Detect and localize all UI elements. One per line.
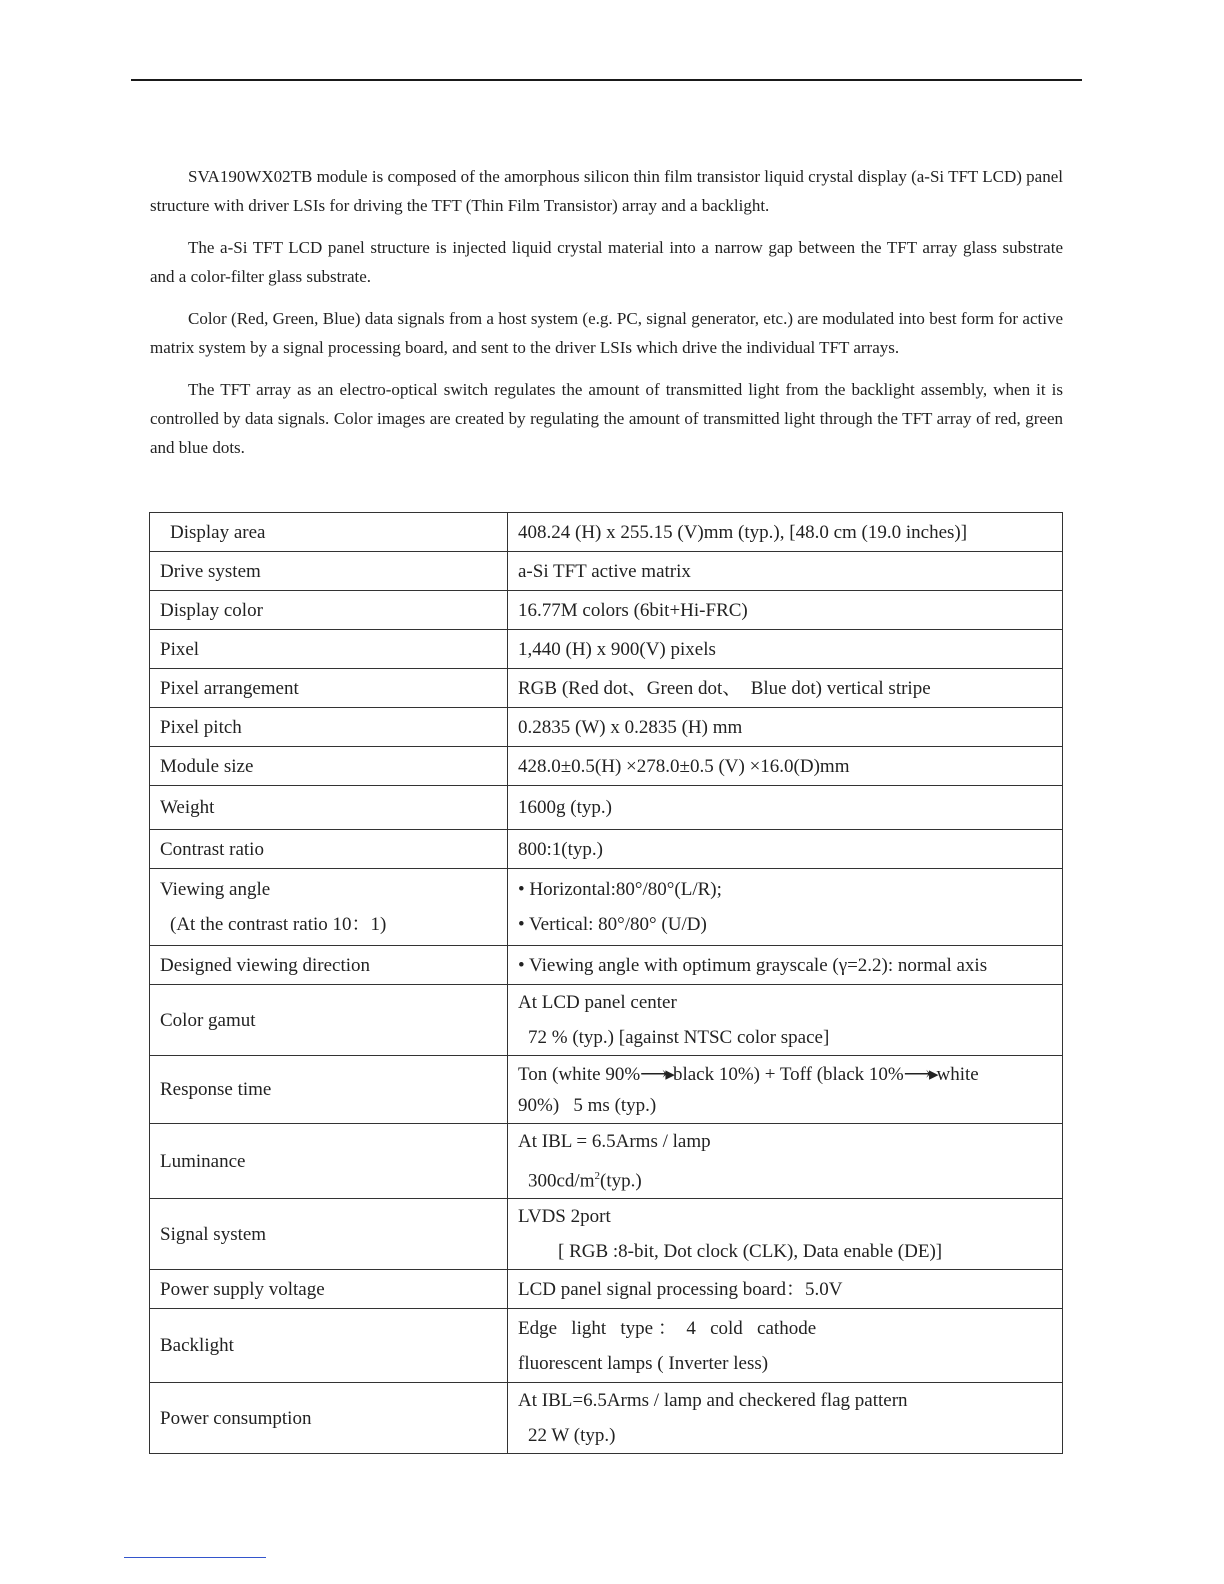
spec-value: RGB (Red dot、Green dot、 Blue dot) vertical stripe <box>508 669 1063 708</box>
spec-value: 408.24 (H) x 255.15 (V)mm (typ.), [48.0 cm (19.0 inches)] <box>508 513 1063 552</box>
table-row <box>150 513 1063 552</box>
table-row <box>150 1309 1063 1383</box>
table-row <box>150 747 1063 786</box>
description <box>150 162 1063 475</box>
table-row <box>150 552 1063 591</box>
spec-label: Signal system <box>150 1199 508 1270</box>
spec-value: LCD panel signal processing board：5.0V <box>508 1270 1063 1309</box>
table-row <box>150 830 1063 869</box>
table-row <box>150 1199 1063 1270</box>
spec-value: At LCD panel center 72 % (typ.) [against NTSC color space] <box>508 985 1063 1056</box>
table-row <box>150 591 1063 630</box>
table-row <box>150 1056 1063 1124</box>
arrow-right-icon: ⟶▸ <box>640 1063 673 1085</box>
spec-label: Power supply voltage <box>150 1270 508 1309</box>
spec-value: • Viewing angle with optimum grayscale (γ=2.2): normal axis <box>508 946 1063 985</box>
spec-value: a-Si TFT active matrix <box>508 552 1063 591</box>
spec-value: Edge light type ： 4 cold cathode fluorescent lamps ( Inverter less) <box>508 1309 1063 1383</box>
arrow-right-icon: ⟶▸ <box>903 1063 937 1085</box>
spec-value: Ton (white 90%⟶▸black 10%) + Toff (black 10%⟶▸white 90%) 5 ms (typ.) <box>508 1056 1063 1124</box>
spec-label: Pixel arrangement <box>150 669 508 708</box>
spec-value: LVDS 2port [ RGB :8-bit, Dot clock (CLK), Data enable (DE)] <box>508 1199 1063 1270</box>
spec-label: Designed viewing direction <box>150 946 508 985</box>
table-row <box>150 869 1063 946</box>
paragraph-1: SVA190WX02TB module is composed of the amorphous silicon thin film transistor liquid crystal display (a-Si TFT LCD) panel structure with driver LSIs for driving the TFT (Thin Film Transistor) array and a backlight. <box>150 167 1063 215</box>
table-row <box>150 1270 1063 1309</box>
spec-label: Color gamut <box>150 985 508 1056</box>
spec-value: 1600g (typ.) <box>508 786 1063 830</box>
spec-label: Contrast ratio <box>150 830 508 869</box>
table-row <box>150 708 1063 747</box>
spec-label: Backlight <box>150 1309 508 1383</box>
table-row <box>150 669 1063 708</box>
spec-label: Luminance <box>150 1124 508 1199</box>
spec-label: Display area <box>150 513 508 552</box>
spec-label: Pixel <box>150 630 508 669</box>
spec-value: • Horizontal:80°/80°(L/R); • Vertical: 80°/80° (U/D) <box>508 869 1063 946</box>
footer-link-rule <box>124 1557 266 1558</box>
paragraph-4: The TFT array as an electro-optical switch regulates the amount of transmitted light from the backlight assembly, when it is controlled by data signals. Color images are created by regulating the amount of transmitted light through the TFT array of red, green and blue dots. <box>150 380 1063 457</box>
table-row <box>150 786 1063 830</box>
spec-value: At IBL = 6.5Arms / lamp $300cd/m^2(typ.)$ <box>508 1124 1063 1199</box>
table-row <box>150 1124 1063 1199</box>
spec-value: 0.2835 (W) x 0.2835 (H) mm <box>508 708 1063 747</box>
spec-value: 1,440 (H) x 900(V) pixels <box>508 630 1063 669</box>
spec-label: Display color <box>150 591 508 630</box>
spec-label: Drive system <box>150 552 508 591</box>
spec-label: Weight <box>150 786 508 830</box>
table-row <box>150 985 1063 1056</box>
paragraph-3: Color (Red, Green, Blue) data signals from a host system (e.g. PC, signal generator, etc.) are modulated into best form for active matrix system by a signal processing board, and sent to the driver LSIs which drive the individual TFT arrays. <box>150 309 1063 357</box>
spec-label: Module size <box>150 747 508 786</box>
table-row <box>150 946 1063 985</box>
table-row <box>150 630 1063 669</box>
spec-value: At IBL=6.5Arms / lamp and checkered flag pattern 22 W (typ.) <box>508 1383 1063 1454</box>
spec-value: 800:1(typ.) <box>508 830 1063 869</box>
spec-value: 428.0±0.5(H) ×278.0±0.5 (V) ×16.0(D)mm <box>508 747 1063 786</box>
spec-label: Response time <box>150 1056 508 1124</box>
paragraph-2: The a-Si TFT LCD panel structure is injected liquid crystal material into a narrow gap between the TFT array glass substrate and a color-filter glass substrate. <box>150 238 1063 286</box>
spec-label: Pixel pitch <box>150 708 508 747</box>
header-rule <box>131 79 1082 81</box>
spec-label: Viewing angle (At the contrast ratio 10：1) <box>150 869 508 946</box>
spec-value: 16.77M colors (6bit+Hi-FRC) <box>508 591 1063 630</box>
spec-table <box>149 512 1063 1454</box>
table-row <box>150 1383 1063 1454</box>
spec-label: Power consumption <box>150 1383 508 1454</box>
